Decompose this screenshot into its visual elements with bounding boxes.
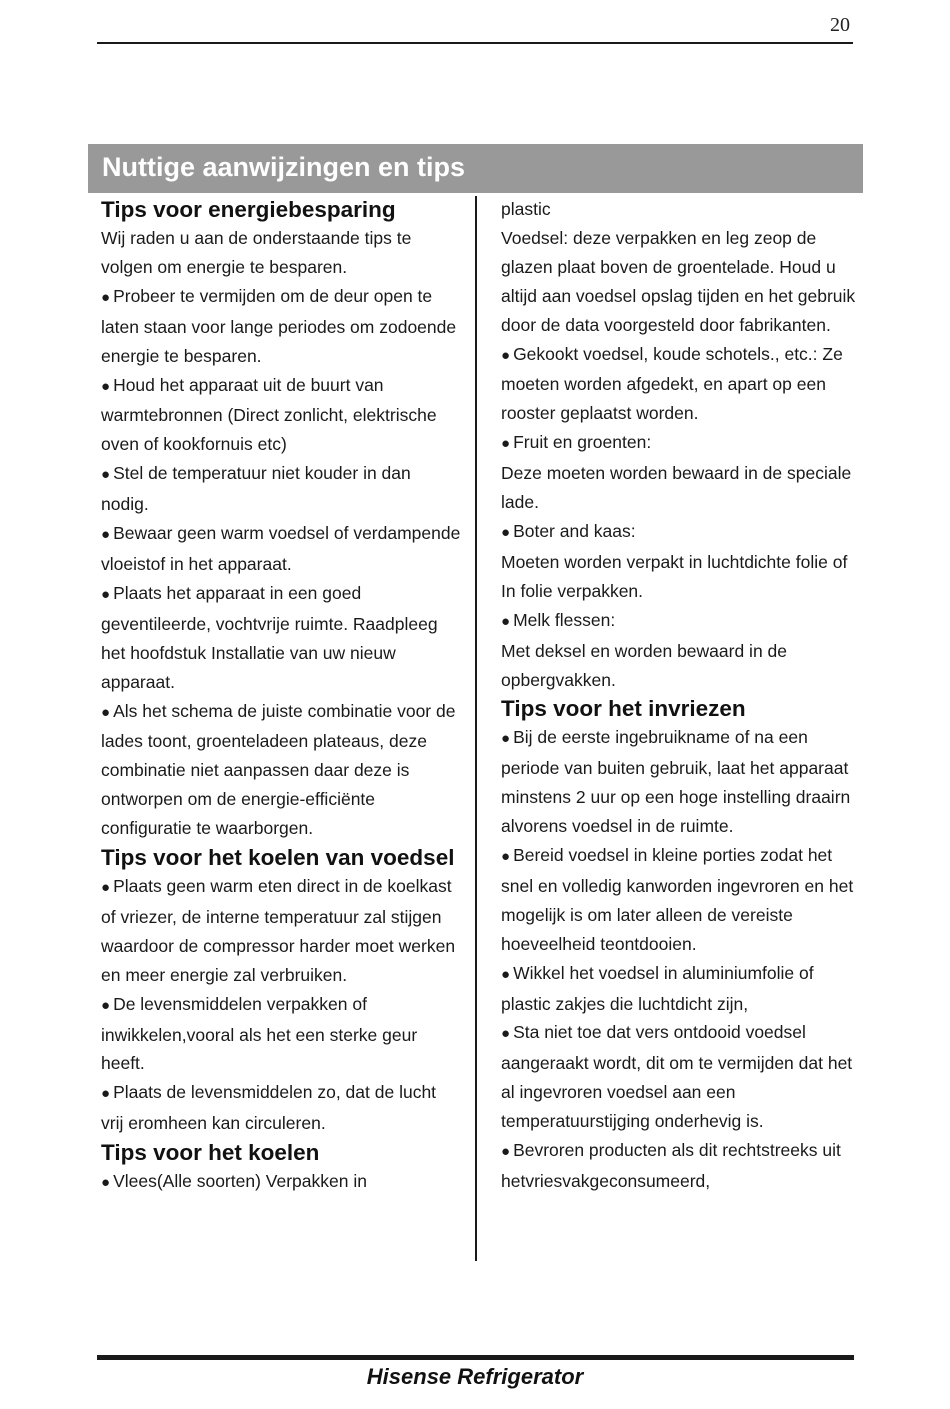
- section-heading: Tips voor het invriezen: [501, 696, 746, 722]
- bullet-paragraph: ● Als het schema de juiste combinatie voor de lades toont, groenteladeen plateaus, deze combinatie niet aanpassen daar deze is ontworpen om de energie-efficiënte configuratie te waarborgen.: [101, 697, 463, 844]
- paragraph: Met deksel en worden bewaard in de opbergvakken.: [501, 640, 788, 690]
- paragraph: Deze moeten worden bewaard in de speciale lade.: [501, 463, 852, 513]
- section-heading: Tips voor het koelen van voedsel: [101, 845, 455, 871]
- bottom-rule: [97, 1355, 854, 1360]
- bullet-paragraph: ● Gekookt voedsel, koude schotels., etc.: Ze moeten worden afgedekt, en apart op een rooster geplaatst worden.: [501, 340, 861, 429]
- paragraph: Wij raden u aan de onderstaande tips te volgen om energie te besparen.: [101, 228, 412, 277]
- page-number: 20: [830, 14, 850, 36]
- bullet-paragraph: ● Plaats geen warm eten direct in de koelkast of vriezer, de interne temperatuur zal stijgen waardoor de compressor harder moet werken en meer energie zal verbruiken.: [101, 872, 463, 990]
- left-column: [101, 195, 463, 1198]
- bullet-paragraph: ● Sta niet toe dat vers ontdooid voedsel aangeraakt wordt, dit om te vermijden dat het al ingevroren voedsel aan een temperatuurstijging onderhevig is.: [501, 1018, 861, 1136]
- right-column: [501, 195, 861, 1196]
- bullet-paragraph: ● Bereid voedsel in kleine porties zodat het snel en volledig kanworden ingevroren en het mogelijk is om later alleen de vereiste hoeveelheid teontdooien.: [501, 841, 861, 959]
- bullet-paragraph: ● Stel de temperatuur niet kouder in dan nodig.: [101, 459, 463, 519]
- top-rule: [97, 42, 853, 44]
- section-heading: Tips voor het koelen: [101, 1140, 320, 1166]
- bullet-paragraph: ● Houd het apparaat uit de buurt van warmtebronnen (Direct zonlicht, elektrische oven of kookfornuis etc): [101, 371, 463, 460]
- bullet-paragraph: ● Bewaar geen warm voedsel of verdampende vloeistof in het apparaat.: [101, 519, 463, 579]
- footer-brand: Hisense Refrigerator: [366, 1364, 584, 1389]
- bullet-paragraph: ● Bij de eerste ingebruikname of na een periode van buiten gebruik, laat het apparaat minstens 2 uur op een hoge instelling draairn alvorens voedsel in de ruimte.: [501, 723, 861, 841]
- bullet-paragraph: ● Vlees(Alle soorten) Verpakken in: [101, 1167, 463, 1198]
- bullet-paragraph: ● De levensmiddelen verpakken of inwikkelen,vooral als het een sterke geur heeft.: [101, 990, 463, 1079]
- bullet-paragraph: ● Wikkel het voedsel in aluminiumfolie of plastic zakjes die luchtdicht zijn,: [501, 959, 861, 1019]
- bullet-paragraph: ● Bevroren producten als dit rechtstreeks uit hetvriesvakgeconsumeerd,: [501, 1136, 861, 1196]
- paragraph: Moeten worden verpakt in luchtdichte folie of In folie verpakken.: [501, 551, 848, 601]
- section-heading: Tips voor energiebesparing: [101, 197, 396, 222]
- bullet-paragraph: ● Probeer te vermijden om de deur open te laten staan voor lange periodes om zodoende energie te besparen.: [101, 282, 463, 371]
- bullet-paragraph: ● Boter and kaas:: [501, 517, 861, 548]
- section-title: Nuttige aanwijzingen en tips: [102, 152, 466, 182]
- bullet-paragraph: ● Melk flessen:: [501, 606, 861, 637]
- column-divider: [475, 196, 477, 1261]
- paragraph: plastic: [501, 199, 551, 219]
- bullet-paragraph: ● Plaats de levensmiddelen zo, dat de lucht vrij eromheen kan circuleren.: [101, 1078, 463, 1138]
- section-banner: [88, 144, 863, 193]
- bullet-paragraph: ● Plaats het apparaat in een goed geventileerde, vochtvrije ruimte. Raadpleeg het hoofdstuk Installatie van uw nieuw apparaat.: [101, 579, 463, 697]
- bullet-paragraph: ● Fruit en groenten:: [501, 428, 861, 459]
- paragraph: Voedsel: deze verpakken en leg zeop de glazen plaat boven de groentelade. Houd u altijd aan voedsel opslag tijden en het gebruik door de data voorgesteld door fabrikanten.: [501, 227, 856, 335]
